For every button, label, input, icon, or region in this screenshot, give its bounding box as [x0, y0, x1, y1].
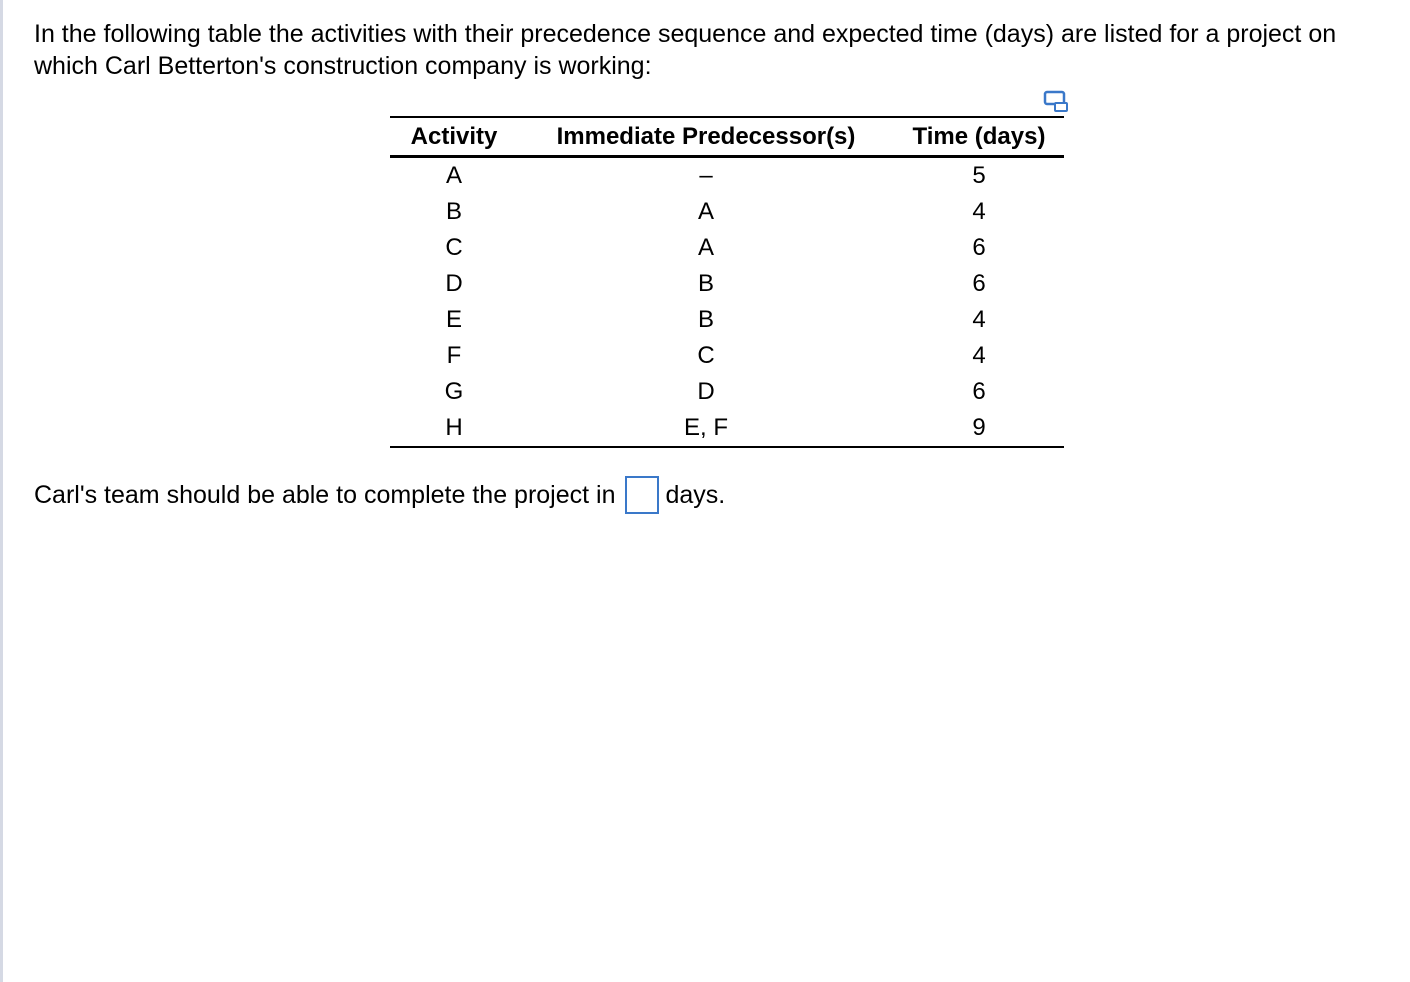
table-row — [390, 374, 1064, 410]
question-text: In the following table the activities with their precedence sequence and expected time (days) are listed for a project on which Carl Betterton's construction company is working: — [34, 20, 1337, 80]
time-cell: 6 — [972, 378, 986, 405]
activity-cell: F — [446, 342, 462, 369]
predecessor-cell: B — [697, 306, 714, 333]
answer-input[interactable] — [625, 476, 659, 514]
copy-table-icon — [1042, 89, 1070, 113]
table-row — [390, 338, 1064, 374]
time-cell: 4 — [972, 342, 986, 369]
activity-cell: E — [445, 306, 462, 333]
table-row — [390, 266, 1064, 302]
left-border — [0, 0, 3, 982]
header-activity: Activity — [390, 117, 518, 157]
predecessor-cell: A — [697, 198, 714, 225]
predecessor-cell: B — [697, 270, 714, 297]
activity-cell: A — [445, 162, 462, 189]
time-cell: 6 — [972, 234, 986, 261]
answer-suffix: days. — [665, 481, 726, 509]
header-predecessors: Immediate Predecessor(s) — [518, 117, 894, 157]
table-row — [390, 194, 1064, 230]
predecessor-cell: A — [697, 234, 714, 261]
table-row — [390, 157, 1064, 195]
answer-prefix: Carl's team should be able to complete the project in — [34, 481, 616, 509]
answer-sentence — [34, 476, 725, 514]
table-row — [390, 410, 1064, 447]
time-cell: 4 — [972, 306, 986, 333]
activity-cell: C — [445, 234, 463, 261]
activity-cell: G — [444, 378, 464, 405]
header-time: Time (days) — [894, 117, 1064, 157]
predecessor-cell: C — [697, 342, 715, 369]
activity-cell: D — [445, 270, 463, 297]
activity-cell: B — [445, 198, 462, 225]
activity-table — [390, 116, 1064, 448]
time-cell: 4 — [972, 198, 986, 225]
predecessor-cell: E, F — [518, 410, 894, 447]
table-header-row — [390, 117, 1064, 157]
time-cell: 6 — [972, 270, 986, 297]
predecessor-cell: D — [697, 378, 715, 405]
predecessor-cell: – — [699, 162, 713, 189]
time-cell: 5 — [972, 162, 986, 189]
table-row — [390, 302, 1064, 338]
copy-table-button[interactable] — [1042, 89, 1070, 113]
time-cell: 9 — [894, 410, 1064, 447]
activity-cell: H — [390, 410, 518, 447]
table-row — [390, 230, 1064, 266]
